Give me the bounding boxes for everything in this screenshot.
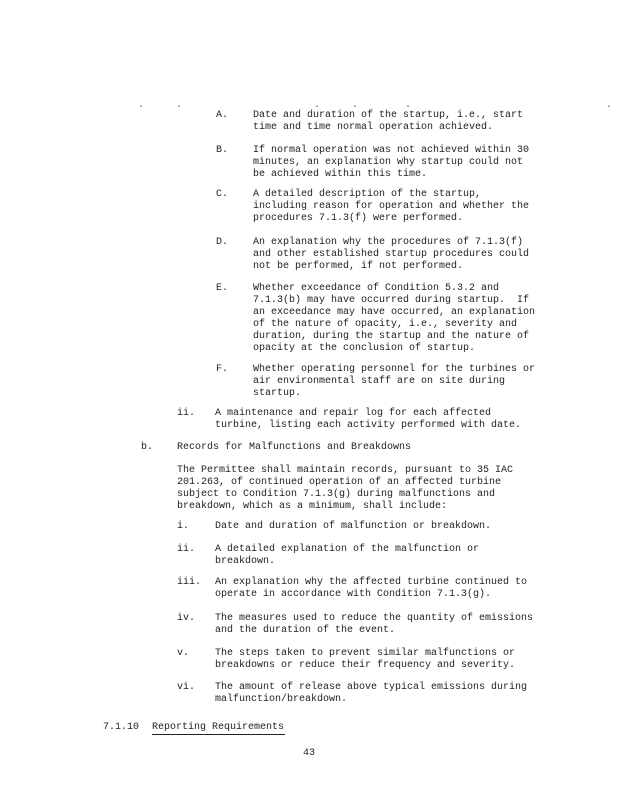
- page-number: 43: [303, 748, 316, 759]
- item-text-line: Date and duration of malfunction or breakdown.: [215, 521, 492, 532]
- item-text-line: A detailed description of the startup,: [253, 189, 482, 200]
- item-text-line: breakdowns or reduce their frequency and severity.: [215, 660, 516, 671]
- item-text-line: and the duration of the event.: [215, 625, 396, 636]
- item-label: E.: [216, 283, 229, 294]
- item-label: A.: [216, 110, 229, 121]
- item-text-line: an exceedance may have occurred, an explanation: [253, 307, 536, 318]
- item-text-line: of the nature of opacity, i.e., severity and: [253, 319, 518, 330]
- paragraph-line: 201.263, of continued operation of an affected turbine: [177, 477, 502, 488]
- item-text-line: A detailed explanation of the malfunction or: [215, 544, 480, 555]
- item-text-line: operate in accordance with Condition 7.1.3(g).: [215, 589, 492, 600]
- item-text-line: An explanation why the procedures of 7.1.3(f): [253, 237, 524, 248]
- item-text-line: procedures 7.1.3(f) were performed.: [253, 213, 464, 224]
- paragraph-line: breakdown, which as a minimum, shall include:: [177, 501, 448, 512]
- item-text-line: be achieved within this time.: [253, 169, 428, 180]
- item-text-line: 7.1.3(b) may have occurred during startup. If: [253, 295, 530, 306]
- item-text-line: malfunction/breakdown.: [215, 694, 348, 705]
- item-text-line: An explanation why the affected turbine continued to: [215, 577, 528, 588]
- item-text-line: Whether operating personnel for the turbines or: [253, 364, 536, 375]
- item-label: v.: [177, 648, 190, 659]
- item-text-line: Date and duration of the startup, i.e., start: [253, 110, 524, 121]
- item-text-line: Whether exceedance of Condition 5.3.2 and: [253, 283, 500, 294]
- item-label: F.: [216, 364, 229, 375]
- item-label: D.: [216, 237, 229, 248]
- item-text-line: startup.: [253, 388, 302, 399]
- section-number: 7.1.10: [103, 722, 140, 733]
- item-text-line: time and time normal operation achieved.: [253, 122, 494, 133]
- item-text-line: opacity at the conclusion of startup.: [253, 343, 476, 354]
- document-page: . . . . . . A. Date and duration of the startup, i.e., start time and time normal operation achieved. B. If normal operation was not achieved within 30 minutes, an explanation why startup could not be achieved within this time. C. A detailed description of the startup, including reason for operation and whether the procedures 7.1.3(f) were performed. D. An explanation why the procedures of 7.1.3(f) and other established startup procedures could not be performed, if not performed. E. Whether exceedance of Condition 5.3.2 and 7.1.3(b) may have occurred during startup. If an exceedance may have occurred, an explanation of the nature of opacity, i.e., severity and duration, during the startup and the nature of opacity at the conclusion of startup. F. Whether operating personnel for the turbines or air environmental staff are on site during startup. ii. A maintenance and repair log for each affected turbine, listing each activity performed with date. b. Records for Malfunctions and Breakdowns The Permittee shall maintain records, pursuant to 35 IAC 201.263, of continued operation of an affected turbine subject to Condition 7.1.3(g) during malfunctions and breakdown, which as a minimum, shall include: i. Date and duration of malfunction or breakdown. ii. A detailed explanation of the malfunction or breakdown. iii. An explanation why the affected turbine continued to operate in accordance with Condition 7.1.3(g). iv. The measures used to reduce the quantity of emissions and the duration of the event. v. The steps taken to prevent similar malfunctions or breakdowns or reduce their frequency and severity. vi. The amount of release above typical emissions during malfunction/breakdown. 7.1.10 Reporting Requirements 43: [103, 100, 613, 759]
- item-text-line: and other established startup procedures could: [253, 249, 530, 260]
- item-text-line: The amount of release above typical emissions during: [215, 682, 528, 693]
- section-label: b.: [141, 442, 154, 453]
- item-text-line: turbine, listing each activity performed with date.: [215, 420, 522, 431]
- item-label: ii.: [177, 408, 196, 419]
- item-text-line: duration, during the startup and the nature of: [253, 331, 530, 342]
- paragraph-line: subject to Condition 7.1.3(g) during malfunctions and: [177, 489, 496, 500]
- item-label: B.: [216, 145, 229, 156]
- item-label: ii.: [177, 544, 196, 555]
- item-label: iv.: [177, 613, 196, 624]
- item-text-line: The measures used to reduce the quantity of emissions: [215, 613, 534, 624]
- item-text-line: The steps taken to prevent similar malfunctions or: [215, 648, 516, 659]
- item-text-line: If normal operation was not achieved within 30: [253, 145, 530, 156]
- section-title-underline: [152, 734, 285, 735]
- item-text-line: including reason for operation and whether the: [253, 201, 530, 212]
- item-text-line: air environmental staff are on site during: [253, 376, 506, 387]
- section-title: Reporting Requirements: [152, 722, 285, 733]
- paragraph-line: The Permittee shall maintain records, pursuant to 35 IAC: [177, 465, 514, 476]
- item-text-line: minutes, an explanation why startup could not: [253, 157, 524, 168]
- item-label: vi.: [177, 682, 196, 693]
- item-text-line: A maintenance and repair log for each affected: [215, 408, 492, 419]
- item-label: iii.: [177, 577, 202, 588]
- item-text-line: not be performed, if not performed.: [253, 261, 464, 272]
- item-label: C.: [216, 189, 229, 200]
- section-heading: Records for Malfunctions and Breakdowns: [177, 442, 412, 453]
- item-text-line: breakdown.: [215, 556, 276, 567]
- item-label: i.: [177, 521, 190, 532]
